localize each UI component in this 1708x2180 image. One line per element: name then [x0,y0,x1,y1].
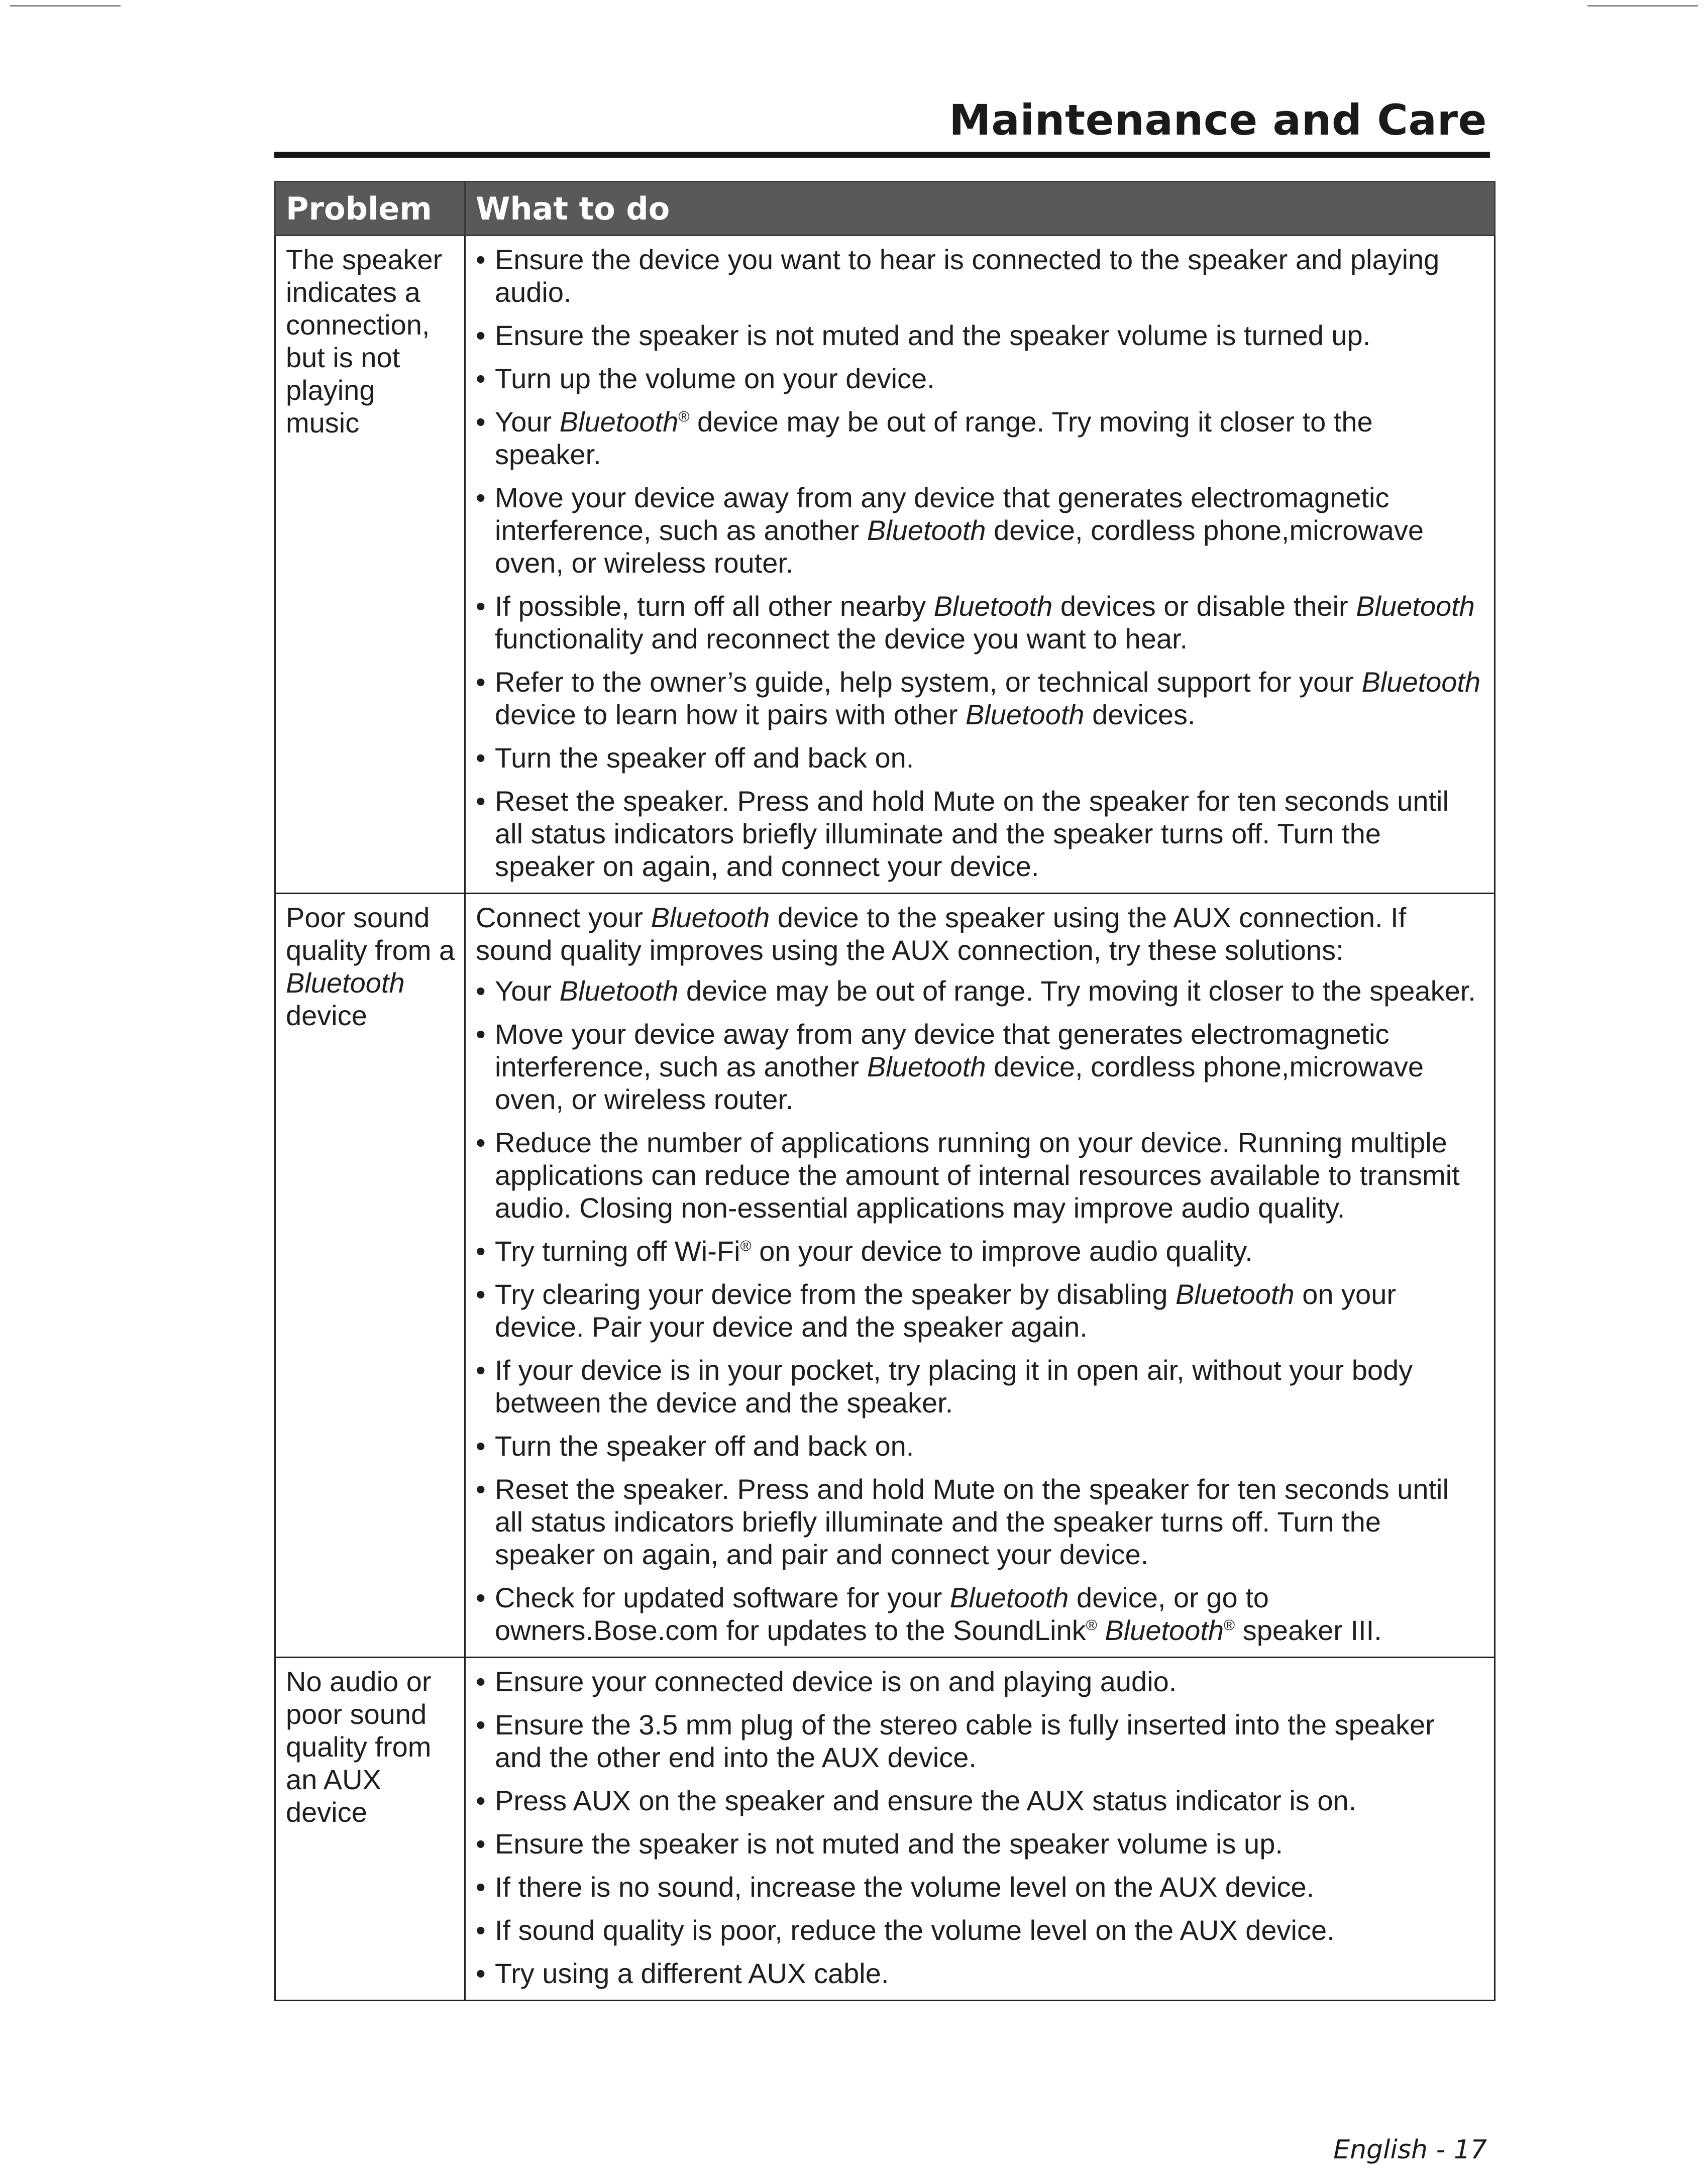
list-item: • Ensure the 3.5 mm plug of the stereo cable is fully inserted into the speaker and the other end into the AUX device. [476,1708,1483,1774]
table-row [275,236,1495,894]
problem-cell: The speaker indicates a connection, but is not playing music [275,236,465,894]
list-item: • Check for updated software for your Bluetooth device, or go to owners.Bose.com for updates to the SoundLink® Bluetooth® speaker III. [476,1581,1483,1647]
problem-cell: Poor sound quality from a Bluetooth device [275,894,465,1658]
list-item: • Turn the speaker off and back on. [476,741,1483,774]
list-item: • Refer to the owner’s guide, help system, or technical support for your Bluetooth device to learn how it pairs with other Bluetooth devices. [476,666,1483,731]
table-row [275,1658,1495,2001]
list-item: • If your device is in your pocket, try placing it in open air, without your body between the device and the speaker. [476,1354,1483,1419]
title-rule [274,152,1490,158]
table-row [275,894,1495,1658]
list-item: • Try using a different AUX cable. [476,1957,1483,1990]
list-item: • Ensure your connected device is on and playing audio. [476,1665,1483,1698]
list-item: • Press AUX on the speaker and ensure the AUX status indicator is on. [476,1784,1483,1817]
list-item: • Move your device away from any device that generates electromagnetic interference, such as another Bluetooth device, cordless phone,microwave oven, or wireless router. [476,1018,1483,1116]
list-item: • Ensure the device you want to hear is connected to the speaker and playing audio. [476,243,1483,308]
list-item: • Reset the speaker. Press and hold Mute on the speaker for ten seconds until all status indicators briefly illuminate and the speaker turns off. Turn the speaker on again, and connect your device. [476,785,1483,883]
list-item: • Try turning off Wi-Fi® on your device to improve audio quality. [476,1235,1483,1267]
list-item: • If there is no sound, increase the volume level on the AUX device. [476,1871,1483,1903]
solution-intro: Connect your Bluetooth device to the speaker using the AUX connection. If sound quality improves using the AUX connection, try these solutions: [476,902,1407,966]
list-item: • Your Bluetooth® device may be out of range. Try moving it closer to the speaker. [476,405,1483,471]
list-item: • Try clearing your device from the speaker by disabling Bluetooth on your device. Pair your device and the speaker again. [476,1278,1483,1343]
solution-cell [465,1658,1495,2001]
list-item: • If sound quality is poor, reduce the volume level on the AUX device. [476,1914,1483,1946]
solution-cell [465,236,1495,894]
list-item: • Turn the speaker off and back on. [476,1430,1483,1462]
list-item: • Ensure the speaker is not muted and the speaker volume is turned up. [476,319,1483,352]
list-item: • Reset the speaker. Press and hold Mute on the speaker for ten seconds until all status indicators briefly illuminate and the speaker turns off. Turn the speaker on again, and pair and connect your device. [476,1473,1483,1571]
list-item: • Reduce the number of applications running on your device. Running multiple applications can reduce the amount of internal resources available to transmit audio. Closing non-essential applications may improve audio quality. [476,1126,1483,1224]
column-header-problem: Problem [275,182,465,236]
troubleshooting-table [274,181,1496,2001]
crop-mark-right [1587,5,1698,7]
table-header-row [275,182,1495,236]
list-item: • Move your device away from any device that generates electromagnetic interference, such as another Bluetooth device, cordless phone,microwave oven, or wireless router. [476,481,1483,579]
solution-list [476,1665,1483,1990]
column-header-what-to-do: What to do [465,182,1495,236]
page-number: English - 17 [1333,2135,1487,2165]
list-item: • Ensure the speaker is not muted and the speaker volume is up. [476,1827,1483,1860]
problem-cell: No audio or poor sound quality from an AUX device [275,1658,465,2001]
crop-mark-left [10,5,121,7]
solution-list [476,243,1483,883]
list-item: • Your Bluetooth device may be out of range. Try moving it closer to the speaker. [476,974,1483,1007]
solution-cell [465,894,1495,1658]
list-item: • Turn up the volume on your device. [476,362,1483,395]
page-title: Maintenance and Care [949,95,1487,145]
solution-list [476,974,1483,1647]
list-item: • If possible, turn off all other nearby Bluetooth devices or disable their Bluetooth functionality and reconnect the device you want to hear. [476,590,1483,655]
